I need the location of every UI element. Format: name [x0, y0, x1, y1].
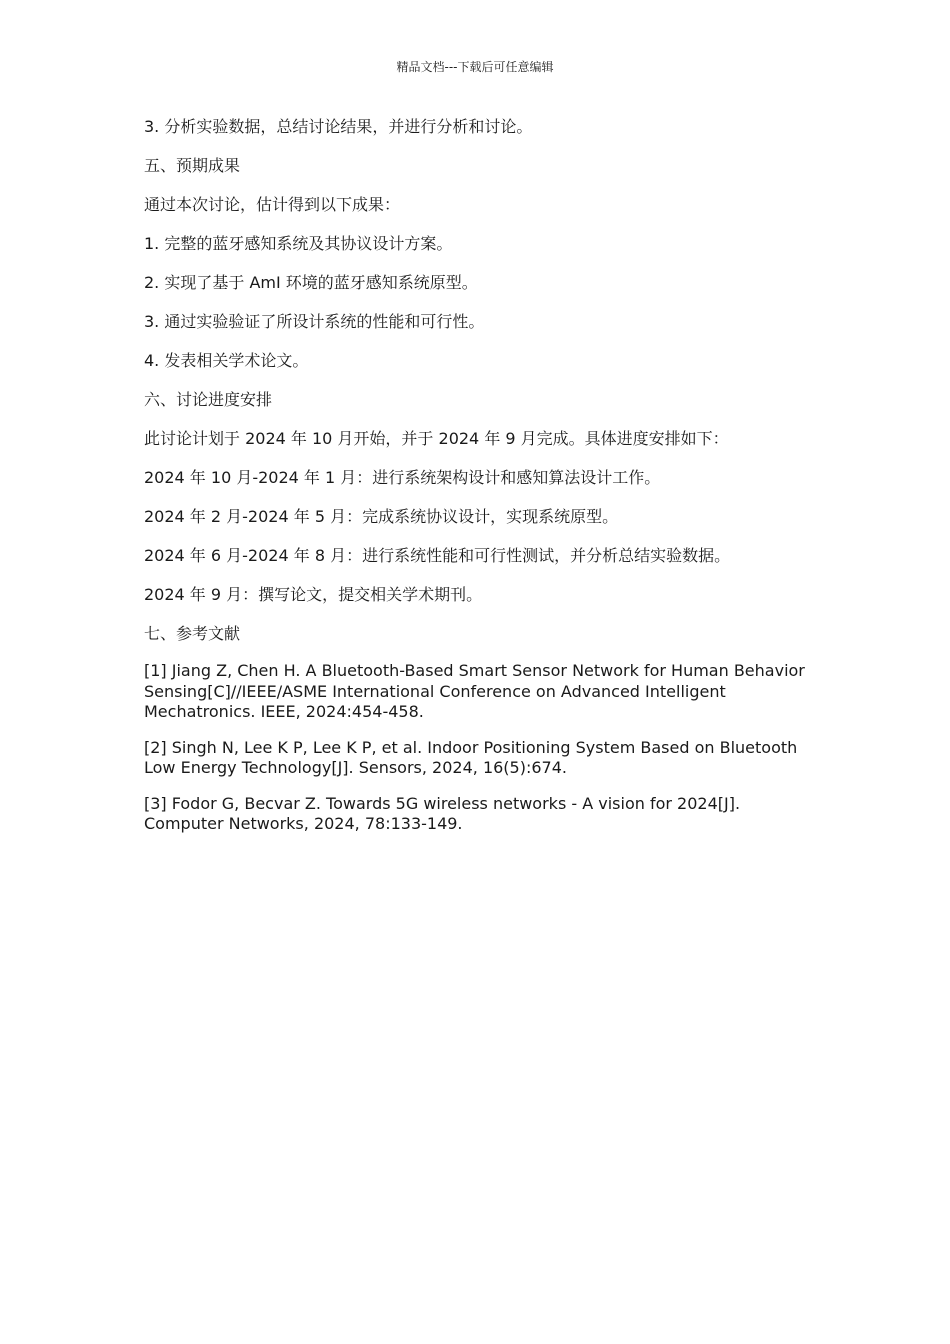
list-item-result-3: 3. 通过实验验证了所设计系统的性能和可行性。 — [144, 312, 485, 331]
paragraph-results-intro: 通过本次讨论，估计得到以下成果： — [144, 195, 401, 214]
document-body — [144, 115, 814, 850]
list-item-result-4: 4. 发表相关学术论文。 — [144, 351, 309, 370]
page-header: 精品文档---下载后可任意编辑 — [396, 60, 554, 74]
reference-item-1: [1] Jiang Z, Chen H. A Bluetooth-Based Smart Sensor Network for Human Behavior Sensing[C]//IEEE/ASME International Conference on Advanced Intelligent Mechatronics. IEEE, 2024:454-458. — [144, 661, 805, 721]
schedule-item-2: 2024 年 2 月-2024 年 5 月：完成系统协议设计，实现系统原型。 — [144, 507, 619, 526]
section-heading-expected-results: 五、预期成果 — [144, 156, 241, 175]
schedule-item-3: 2024 年 6 月-2024 年 8 月：进行系统性能和可行性测试，并分析总结实验数据。 — [144, 546, 731, 565]
schedule-item-4: 2024 年 9 月：撰写论文，提交相关学术期刊。 — [144, 585, 483, 604]
list-item-result-2: 2. 实现了基于 AmI 环境的蓝牙感知系统原型。 — [144, 273, 478, 292]
section-heading-references: 七、参考文献 — [144, 624, 241, 643]
paragraph-schedule-intro: 此讨论计划于 2024 年 10 月开始，并于 2024 年 9 月完成。具体进度安排如下： — [144, 429, 729, 448]
reference-item-3: [3] Fodor G, Becvar Z. Towards 5G wireless networks - A vision for 2024[J]. Computer Networks, 2024, 78:133-149. — [144, 793, 741, 833]
reference-item-2: [2] Singh N, Lee K P, Lee K P, et al. Indoor Positioning System Based on Bluetooth Low Energy Technology[J]. Sensors, 2024, 16(5):674. — [144, 737, 798, 777]
list-item-result-1: 1. 完整的蓝牙感知系统及其协议设计方案。 — [144, 234, 453, 253]
section-heading-schedule: 六、讨论进度安排 — [144, 390, 273, 409]
schedule-item-1: 2024 年 10 月-2024 年 1 月：进行系统架构设计和感知算法设计工作。 — [144, 468, 661, 487]
list-item-analysis: 3. 分析实验数据，总结讨论结果，并进行分析和讨论。 — [144, 117, 533, 136]
